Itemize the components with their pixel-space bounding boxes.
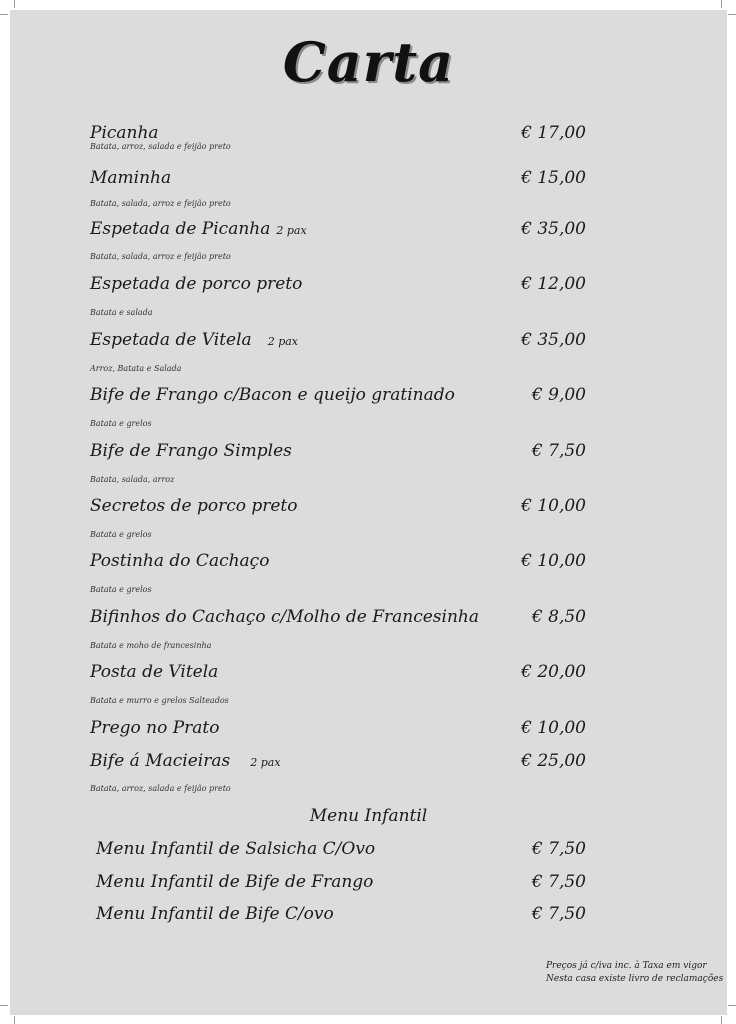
item-description: Batata, salada, arroz — [90, 475, 175, 484]
crop-mark — [728, 1005, 736, 1006]
item-description: Batata e moho de francesinha — [90, 641, 212, 650]
item-price: € 7,50 — [531, 441, 586, 461]
item-price: € 35,00 — [521, 330, 586, 350]
item-description: Batata e grelos — [90, 419, 152, 428]
item-price: € 10,00 — [521, 551, 586, 571]
item-name: Espetada de porco preto — [90, 274, 303, 294]
item-name: Prego no Prato — [90, 718, 220, 738]
item-price: € 17,00 — [521, 123, 586, 143]
kids-menu-heading: Menu Infantil — [309, 806, 428, 826]
item-price: € 15,00 — [521, 168, 586, 188]
complaints-book-note: Nesta casa existe livro de reclamações — [546, 974, 724, 984]
crop-mark — [721, 1016, 722, 1024]
item-name: Bifinhos do Cachaço c/Molho de Francesinha — [90, 607, 479, 627]
item-name: Menu Infantil de Salsicha C/Ovo — [96, 839, 376, 859]
item-description: Batata e murro e grelos Salteados — [90, 696, 229, 705]
crop-mark — [14, 1016, 15, 1024]
menu-sheet — [10, 10, 727, 1015]
item-price: € 7,50 — [531, 904, 586, 924]
item-name: Espetada de Picanha 2 pax — [90, 219, 307, 239]
item-description: Batata e salada — [90, 308, 153, 317]
item-price: € 7,50 — [531, 839, 586, 859]
item-name: Secretos de porco preto — [90, 496, 298, 516]
crop-mark — [0, 1005, 8, 1006]
item-description: Batata, arroz, salada e feijão preto — [90, 784, 231, 793]
crop-mark — [728, 14, 736, 15]
item-name: Maminha — [90, 168, 172, 188]
item-description: Batata e grelos — [90, 585, 152, 594]
item-name: Postinha do Cachaço — [90, 551, 270, 571]
item-price: € 10,00 — [521, 496, 586, 516]
item-description: Batata, salada, arroz e feijão preto — [90, 199, 231, 208]
item-price: € 25,00 — [521, 751, 586, 771]
page-title: Carta — [282, 30, 455, 94]
crop-mark — [721, 0, 722, 8]
item-name: Espetada de Vitela 2 pax — [90, 330, 299, 350]
item-description: Batata, arroz, salada e feijão preto — [90, 142, 231, 151]
crop-mark — [14, 0, 15, 8]
item-description: Batata e grelos — [90, 530, 152, 539]
item-name: Menu Infantil de Bife C/ovo — [96, 904, 334, 924]
tax-note: Preços já c/iva inc. à Taxa em vigor — [546, 961, 707, 971]
crop-mark — [0, 14, 8, 15]
item-price: € 35,00 — [521, 219, 586, 239]
item-name: Menu Infantil de Bife de Frango — [96, 872, 374, 892]
item-price: € 7,50 — [531, 872, 586, 892]
footer-note — [546, 960, 723, 986]
item-price: € 12,00 — [521, 274, 586, 294]
item-price: € 10,00 — [521, 718, 586, 738]
item-name: Bife de Frango Simples — [90, 441, 292, 461]
item-description: Batata, salada, arroz e feijão preto — [90, 252, 231, 261]
item-name: Bife á Macieiras 2 pax — [90, 751, 281, 771]
item-name: Posta de Vitela — [90, 662, 219, 682]
item-description: Arroz, Batata e Salada — [90, 364, 182, 373]
item-name: Picanha — [90, 123, 159, 143]
item-name: Bife de Frango c/Bacon e queijo gratinado — [90, 385, 455, 405]
item-price: € 8,50 — [531, 607, 586, 627]
item-price: € 20,00 — [521, 662, 586, 682]
item-price: € 9,00 — [531, 385, 586, 405]
